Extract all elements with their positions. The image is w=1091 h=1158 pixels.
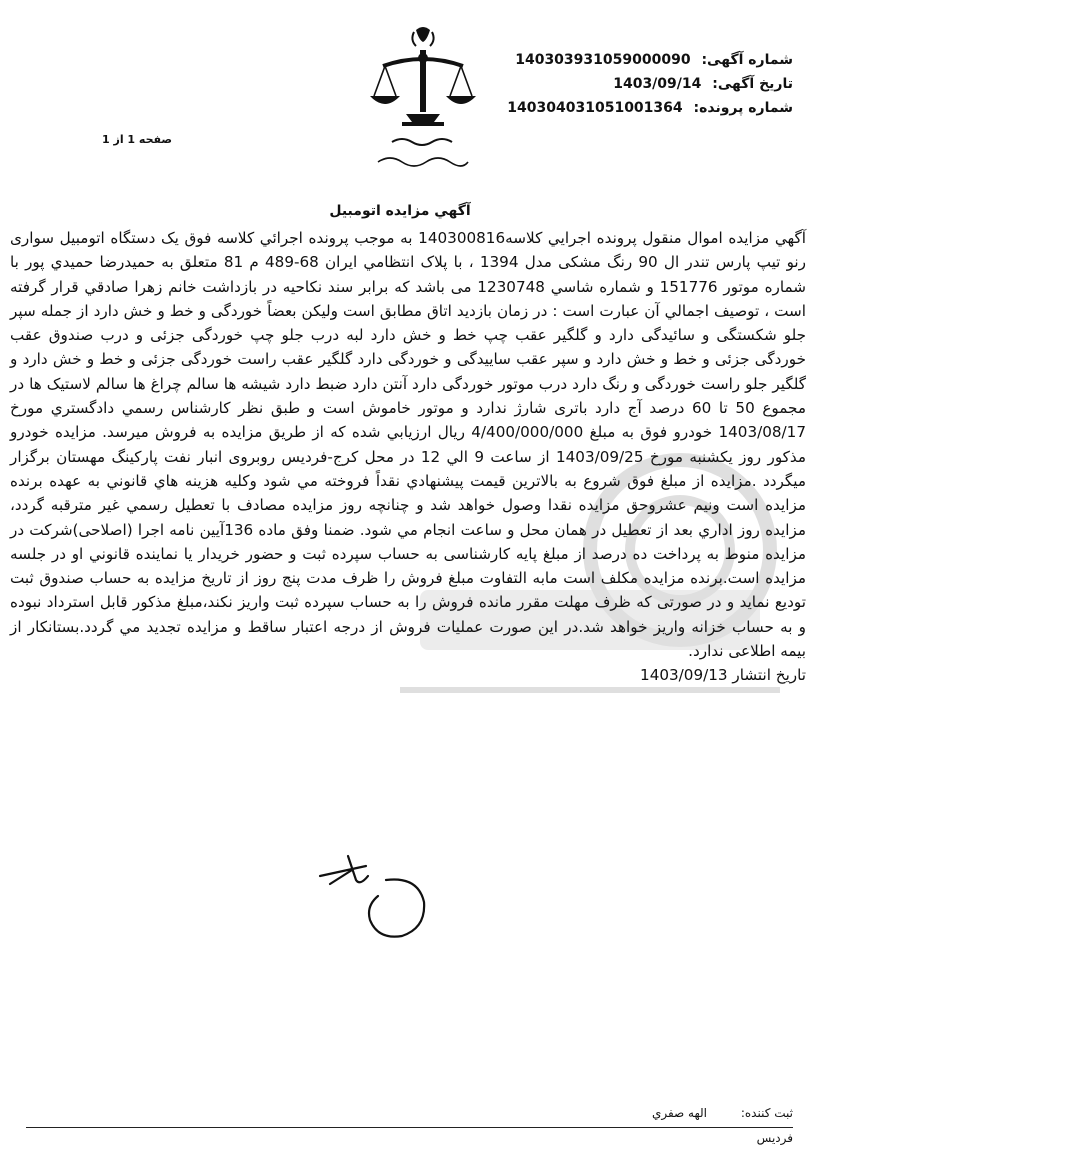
- file-number-label: شماره پرونده:: [693, 100, 793, 116]
- notice-number-label: شماره آگهی:: [701, 52, 793, 68]
- footer: [0, 1100, 1091, 1158]
- registrar-name: الهه صفري: [651, 1106, 708, 1120]
- notice-number-row: [507, 48, 793, 72]
- file-number: 140304031051001364: [507, 100, 683, 116]
- signature-icon: [308, 846, 448, 946]
- registrar-label: ثبت كننده:: [740, 1106, 793, 1120]
- notice-meta: [507, 48, 793, 120]
- registrar: [652, 1106, 793, 1120]
- page-indicator: صفحه 1 از 1: [102, 133, 173, 146]
- notice-body-paragraph: آگهي مزايده اموال منقول پرونده اجرايي كلاسه140300816 به موجب پرونده اجرائي کلاسه فوق يک دستگاه اتومبيل سواری رنو تيپ پارس تندر ال 90 رنگ مشکی مدل 1394 ، با پلاک انتظامي ايران 68-489 م 81 متعلق به حميدرضا حميدي پور با شماره موتور 151776 و شماره شاسي 1230748 می باشد که برابر سند نکاحيه در بازداشت خانم زهرا صادقي قرار گرفته است ، توصيف اجمالي آن عبارت است : در زمان بازديد اتاق مطابق است وليکن بعضاً خوردگی و خط و خش دارد از جمله سپر جلو شکستگی و سائيدگی دارد و گلگير عقب چپ خط و خش دارد لبه درب جلو چپ خوردگی جزئی و درب صندوق عقب خوردگی جزئی و خط و خش دارد و سپر عقب ساييدگی و خوردگی دارد گلگير عقب راست خوردگی جزئی و خط و خش دارد و گلگير جلو راست خوردگی و رنگ دارد درب موتور خوردگی دارد آنتن دارد ضبط دارد شيشه ها سالم چراغ ها سالم لاستيک ها در مجموع 50 تا 60 درصد آج دارد باتری شارژ ندارد و موتور خاموش است و طبق نظر کارشناس رسمي دادگستري مورخ 1403/08/17 خودرو فوق به مبلغ 4/400/000/000 ريال ارزيابي شده که از طريق مزايده به فروش ميرسد. مزايده خودرو مذکور روز يکشنبه مورخ 1403/09/25 از ساعت 9 الي 12 در محل کرج-فرديس روبروی انبار نفت پارکينگ مهستان برگزار ميگردد .مزايده از مبلغ فوق شروع به بالاترين قيمت پيشنهادي نقداً فروخته مي شود وكليه هزينه هاي قانوني به عهده برنده مزايده است ونيم عشروحق مزايده نقدا وصول خواهد شد و چنانچه روز مزايده مصادف با تعطيل رسمي غير مترقبه گردد، مزايده روز اداري بعد از تعطيل در همان محل و ساعت انجام مي شود. ضمنا وفق ماده 136آيين نامه اجرا (اصلاحی)شرکت در مزايده منوط به پرداخت ده درصد از مبلغ پايه کارشناسی به حساب سپرده ثبت و حضور خريدار يا نماينده قانوني او در جلسه مزايده است.برنده مزايده مکلف است مابه التفاوت مبلغ فروش را ظرف مدت پنج روز از تاريخ مزايده به حساب صندوق ثبت توديع نمايد و در صورتی كه ظرف مهلت مقرر مانده فروش را به حساب سپرده ثبت واريز نكند،مبلغ مذکور قابل استرداد نبوده و به حساب خزانه واريز خواهد شد.در اين صورت عمليات فروش از درجه اعتبار ساقط و مزايده تجديد مي گردد.بستانكار از بيمه اطلاعی ندارد.: [10, 229, 807, 661]
- registry-office: فرديس: [756, 1131, 793, 1145]
- notice-number: 140303931059000090: [515, 52, 691, 68]
- handwritten-signature: [308, 846, 448, 946]
- notice-date-label: تاريخ آگهی:: [712, 76, 793, 92]
- publish-date-line: تاريخ انتشار 1403/09/13: [640, 666, 806, 685]
- judiciary-emblem: [348, 22, 498, 172]
- notice-body: [10, 226, 806, 688]
- footer-divider: [26, 1127, 793, 1128]
- file-number-row: [507, 96, 793, 120]
- notice-date: 1403/09/14: [613, 76, 702, 92]
- scales-of-justice-icon: [348, 22, 498, 172]
- document-title: آگهي مزايده اتومبيل: [329, 203, 471, 219]
- notice-date-row: [507, 72, 793, 96]
